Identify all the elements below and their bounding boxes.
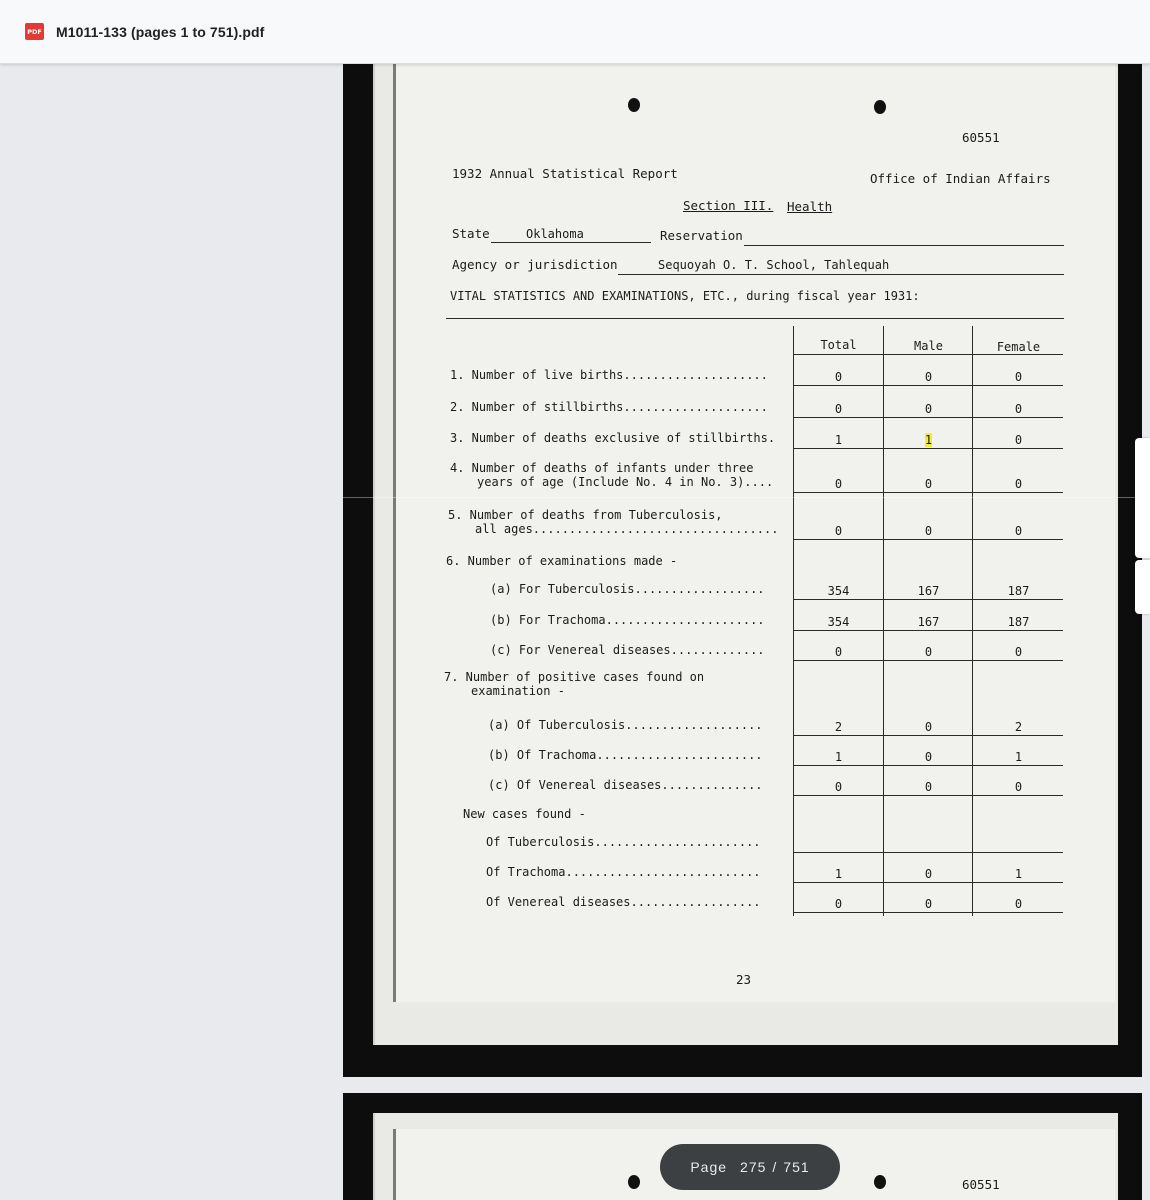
reservation-label: Reservation [660,228,743,243]
doc-number: 60551 [962,1177,1000,1192]
table-row-label: 7. Number of positive cases found on [444,670,705,684]
state-value: Oklahoma [526,227,584,241]
punch-hole-icon [628,98,640,112]
table-cell-male: 0 [924,750,933,764]
table-cell-female: 1 [1014,867,1023,881]
table-row-label: Of Trachoma........................... [486,865,761,879]
table-cell-total: 0 [834,370,843,384]
table-row-label: 2. Number of stillbirths.................... [450,400,768,414]
vital-statistics-heading: VITAL STATISTICS AND EXAMINATIONS, ETC., during fiscal year 1931: [450,289,920,303]
table-cell-total: 0 [834,780,843,794]
table-cell-male: 0 [924,780,933,794]
table-cell-total: 1 [834,867,843,881]
table-cell-male: 0 [924,720,933,734]
column-header-female: Female [996,340,1041,354]
column-header-total: Total [820,338,857,352]
table-row-label: (a) For Tuberculosis.................. [490,582,765,596]
pdf-file-icon: PDF [25,23,44,40]
current-page: 275 [740,1159,767,1175]
table-cell-male: 0 [924,524,933,538]
table-row-label: New cases found - [463,807,586,821]
table-row-label: (c) For Venereal diseases............. [490,643,765,657]
table-cell-female: 187 [1007,615,1030,629]
table-cell-male: 0 [924,402,933,416]
table-row-label: years of age (Include No. 4 in No. 3).... [477,475,774,489]
table-cell-total: 0 [834,897,843,911]
table-cell-female: 0 [1014,433,1023,447]
table-cell-female: 1 [1014,750,1023,764]
section-number: Section III. [683,198,774,213]
table-cell-male: 167 [917,615,940,629]
table-cell-female: 187 [1007,584,1030,598]
table-cell-female: 0 [1014,780,1023,794]
table-cell-male: 0 [924,897,933,911]
punch-hole-icon [874,100,886,114]
table-row-label: 1. Number of live births.................... [450,368,768,382]
agency-value: Sequoyah O. T. School, Tahlequah [658,258,890,272]
agency-label: Agency or jurisdiction [452,257,618,272]
table-cell-female: 2 [1014,720,1023,734]
scanned-sheet [393,64,1115,1002]
state-label: State [452,226,490,241]
table-cell-total: 354 [827,584,850,598]
table-row-label: (b) Of Trachoma....................... [488,748,763,762]
table-row-label: examination - [471,684,565,698]
table-cell-male: 0 [924,867,933,881]
table-row-label: (c) Of Venereal diseases.............. [488,778,763,792]
table-row-label: Of Venereal diseases.................. [486,895,761,909]
table-cell-total: 0 [834,645,843,659]
table-cell-female: 0 [1014,477,1023,491]
table-cell-total: 0 [834,524,843,538]
table-cell-total: 0 [834,402,843,416]
table-cell-female: 0 [1014,524,1023,538]
punch-hole-icon [874,1175,886,1189]
page-label: Page [690,1159,728,1175]
table-cell-female: 0 [1014,897,1023,911]
table-row-label: (b) For Trachoma...................... [490,613,765,627]
file-name: M1011-133 (pages 1 to 751).pdf [56,23,265,40]
doc-number: 60551 [962,130,1000,145]
table-cell-male: 0 [924,645,933,659]
side-panel-tab[interactable] [1135,560,1150,614]
table-row-label: 5. Number of deaths from Tuberculosis, [448,508,723,522]
toolbar [0,0,1150,64]
total-pages: 751 [783,1159,810,1175]
table-cell-male: 0 [924,370,933,384]
report-title: 1932 Annual Statistical Report [452,166,678,181]
scanned-paper [373,64,1118,1045]
table-row-label: 6. Number of examinations made - [446,554,678,568]
page-separator: / [772,1159,778,1175]
table-row-label: all ages.................................. [475,522,779,536]
pdf-page-current[interactable] [343,64,1142,1077]
table-cell-total: 2 [834,720,843,734]
side-panel-tab[interactable] [1135,438,1150,558]
table-cell-total: 1 [834,433,843,447]
table-row-label: Of Tuberculosis....................... [486,835,761,849]
table-cell-male: 167 [917,584,940,598]
table-row-label: 4. Number of deaths of infants under three [450,461,754,475]
page-number: 23 [736,972,752,987]
column-header-male: Male [914,339,943,353]
section-name: Health [787,199,833,214]
table-row-label: 3. Number of deaths exclusive of stillbirths. [450,431,776,445]
table-cell-female: 0 [1014,370,1023,384]
table-cell-total: 354 [827,615,850,629]
table-cell-total: 1 [834,750,843,764]
table-cell-female: 0 [1014,645,1023,659]
table-cell-total: 0 [834,477,843,491]
pdf-viewer[interactable] [0,64,1150,1200]
punch-hole-icon [628,1175,640,1189]
page-indicator [660,1144,840,1190]
highlighted-value: 1 [924,433,933,447]
table-cell-male [886,433,971,447]
office-name: Office of Indian Affairs [870,171,1051,186]
scan-fold-line [343,497,1142,498]
table-cell-male: 0 [924,477,933,491]
table-row-label: (a) Of Tuberculosis................... [488,718,763,732]
table-cell-female: 0 [1014,402,1023,416]
